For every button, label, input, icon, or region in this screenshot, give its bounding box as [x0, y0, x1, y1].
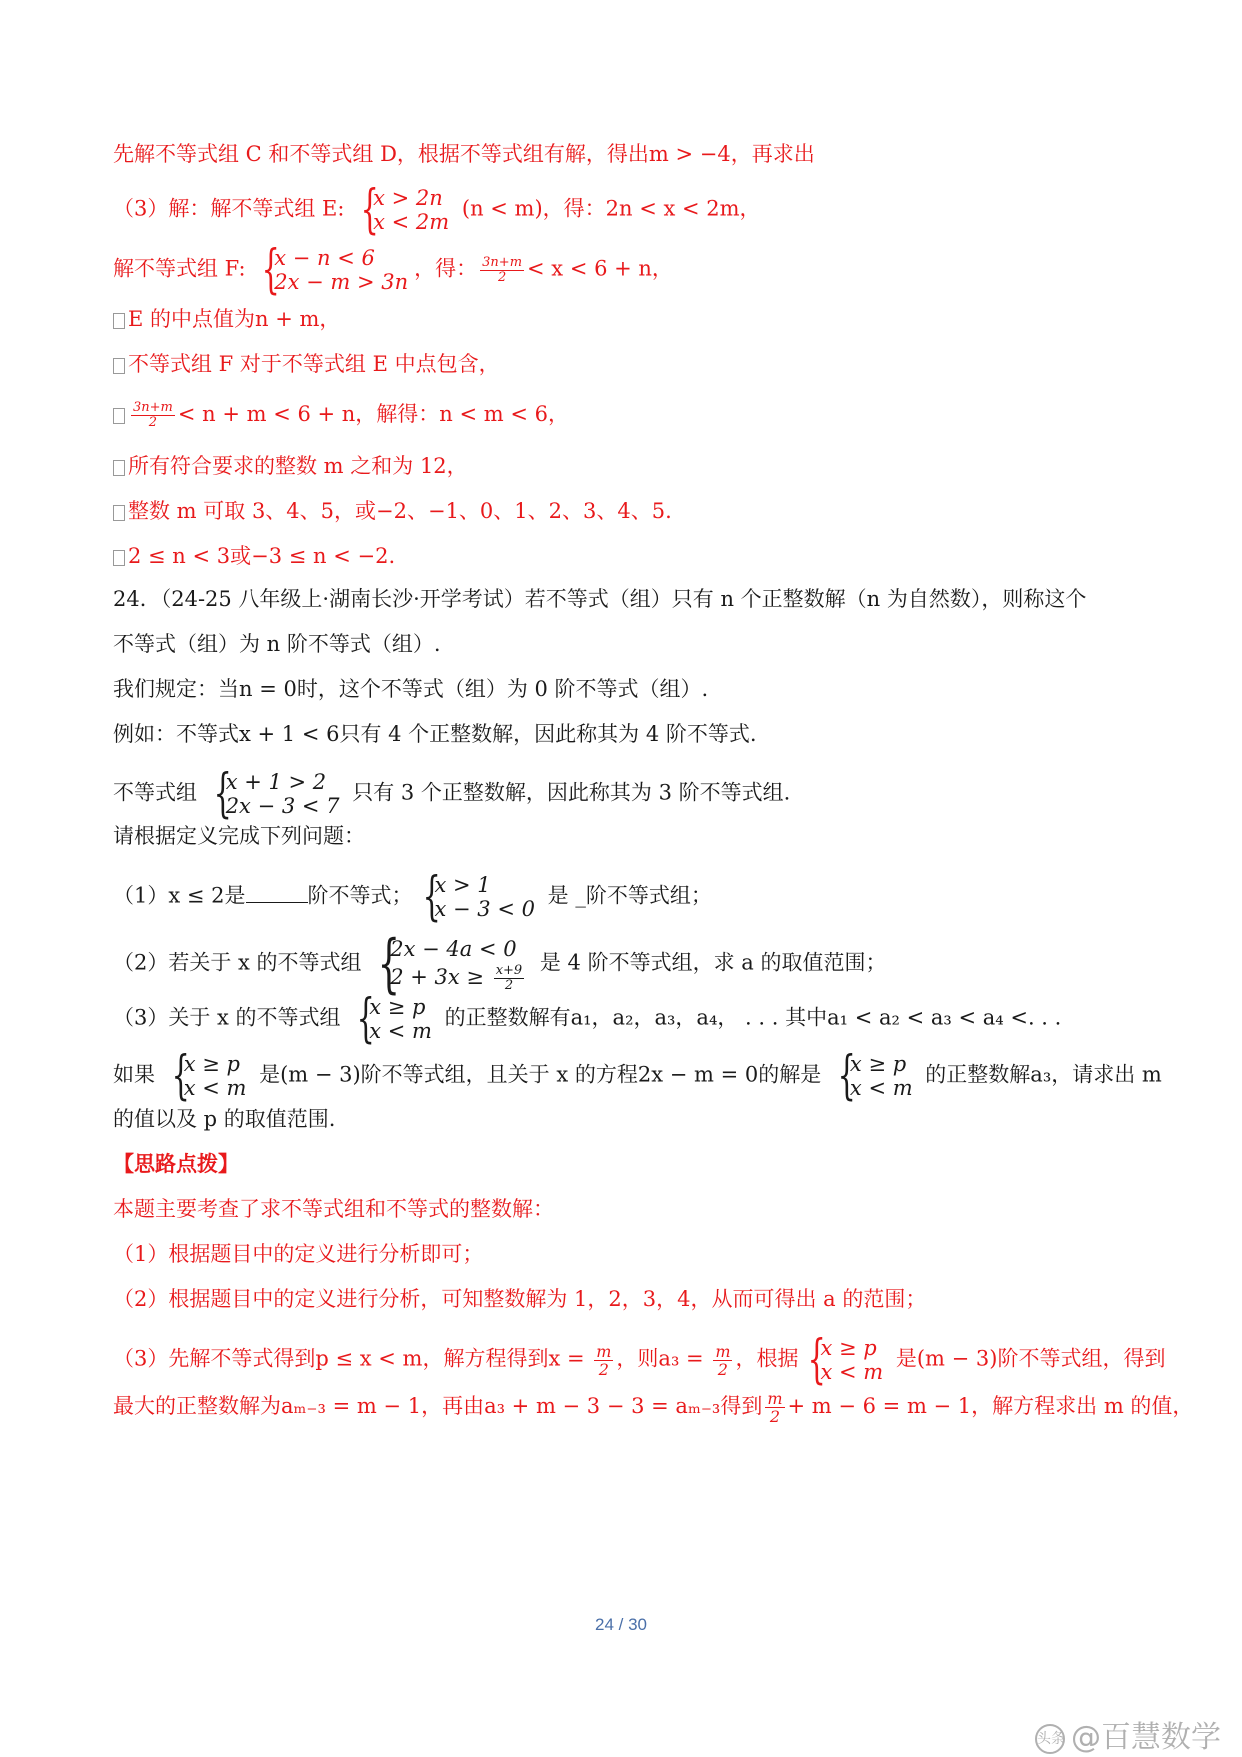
part-2-system: { 2x − 4a < 0 2 + 3x ≥ $\frac{x+9}{2}$: [377, 927, 523, 1001]
page-number: 24 / 30: [595, 1615, 647, 1634]
hint-line-1: 本题主要考查了求不等式组和不等式的整数解：: [113, 1197, 554, 1221]
question-24-line-5: 不等式组 { x + 1 > 2 2x − 3 < 7 只有 3 个正整数解，因此称其为 3 阶不等式组.: [113, 764, 791, 824]
solution-line-3: 解不等式组 F: { x − n < 6 2x − m > 3n ，得： $\frac{3n+m}{2}$ < x < 6 + n，: [113, 240, 673, 300]
solution-line-9: 2 ≤ n < 3或−3 ≤ n < −2.: [113, 542, 395, 570]
solution-line-7: 所有符合要求的整数 m 之和为 12，: [113, 452, 468, 480]
watermark: 头条 @百慧数学: [1037, 1720, 1221, 1755]
part-3-system: { x ≥ p x < m: [356, 989, 432, 1049]
hint-line-3: （2）根据题目中的定义进行分析，可知整数解为 1，2，3，4，从而可得出 a 的范围；: [113, 1287, 927, 1311]
solution-line-5: 不等式组 F 对于不等式组 E 中点包含，: [113, 350, 500, 378]
system-f: { x − n < 6 2x − m > 3n: [261, 240, 409, 300]
missing-glyph-icon: [113, 313, 125, 329]
solution-line-1: 先解不等式组 C 和不等式组 D，根据不等式组有解，得出m > −4，再求出: [113, 142, 815, 166]
fraction: $\frac{3n+m}{2}$: [482, 254, 523, 285]
solution-line-8: 整数 m 可取 3、4、5，或−2、−1、0、1、2、3、4、5.: [113, 497, 672, 525]
part-3: （3）关于 x 的不等式组 { x ≥ p x < m 的正整数解有a₁，a₂，a₃，a₄， . . . 其中a₁ < a₂ < a₃ < a₄ <. . .: [113, 989, 1062, 1049]
fraction: $\frac{3n+m}{2}$: [133, 400, 173, 430]
missing-glyph-icon: [113, 505, 125, 521]
fraction: $\frac{x+9}{2}$: [495, 963, 523, 993]
question-24-line-4: 例如：不等式x + 1 < 6只有 4 个正整数解，因此称其为 4 阶不等式.: [113, 722, 757, 746]
missing-glyph-icon: [113, 550, 125, 566]
hint-line-4: （3）先解不等式得到p ≤ x < m，解方程得到x = $\frac{m}{2}$ ，则a₃ = $\frac{m}{2}$ ，根据 { x ≥ p x < m 是(m − 3)阶不等式组，得到: [113, 1330, 1166, 1390]
solution-line-4: E 的中点值为n + m，: [113, 305, 340, 333]
missing-glyph-icon: [113, 408, 125, 424]
hint-title: 【思路点拨】: [113, 1152, 239, 1176]
hint-line-2: （1）根据题目中的定义进行分析即可；: [113, 1242, 484, 1266]
solution-line-6: $\frac{3n+m}{2}$ < n + m < 6 + n，解得：n < m < 6，: [113, 400, 569, 430]
question-24-line-6: 请根据定义完成下列问题：: [113, 824, 365, 848]
part-2: （2）若关于 x 的不等式组 { 2x − 4a < 0 2 + 3x ≥ $\frac{x+9}{2}$ 是 4 阶不等式组，求 a 的取值范围；: [113, 927, 887, 1001]
missing-glyph-icon: [113, 460, 125, 476]
part-1: （1）x ≤ 2是 阶不等式； { x > 1 x − 3 < 0 是 _阶不等式组；: [113, 867, 712, 927]
answer-blank: [246, 882, 308, 903]
solution-line-2: （3）解：解不等式组 E: { x > 2n x < 2m (n < m)，得：2n < x < 2m，: [113, 180, 761, 240]
part-1-system: { x > 1 x − 3 < 0: [422, 867, 535, 927]
question-24-line-1: 24．（24-25 八年级上·湖南长沙·开学考试）若不等式（组）只有 n 个正整数解（n 为自然数），则称这个: [113, 587, 1087, 611]
question-24-line-3: 我们规定：当n = 0时，这个不等式（组）为 0 阶不等式（组）.: [113, 677, 709, 701]
question-24-line-2: 不等式（组）为 n 阶不等式（组）.: [113, 632, 441, 656]
hint-line-5: 最大的正整数解为aₘ₋₃ = m − 1，再由a₃ + m − 3 − 3 = aₘ₋₃得到 $\frac{m}{2}$ + m − 6 = m − 1，解方程求出 m 的值，: [113, 1389, 1194, 1426]
part-3-line-3: 的值以及 p 的取值范围.: [113, 1107, 336, 1131]
part-3-line-2: 如果 { x ≥ p x < m 是(m − 3)阶不等式组，且关于 x 的方程2x − m = 0的解是 { x ≥ p x < m 的正整数解a₃，请求出 m: [113, 1046, 1162, 1106]
example-system: { x + 1 > 2 2x − 3 < 7: [213, 764, 340, 824]
watermark-logo-icon: 头条: [1035, 1724, 1065, 1754]
missing-glyph-icon: [113, 358, 125, 374]
system-e: { x > 2n x < 2m: [360, 180, 450, 240]
